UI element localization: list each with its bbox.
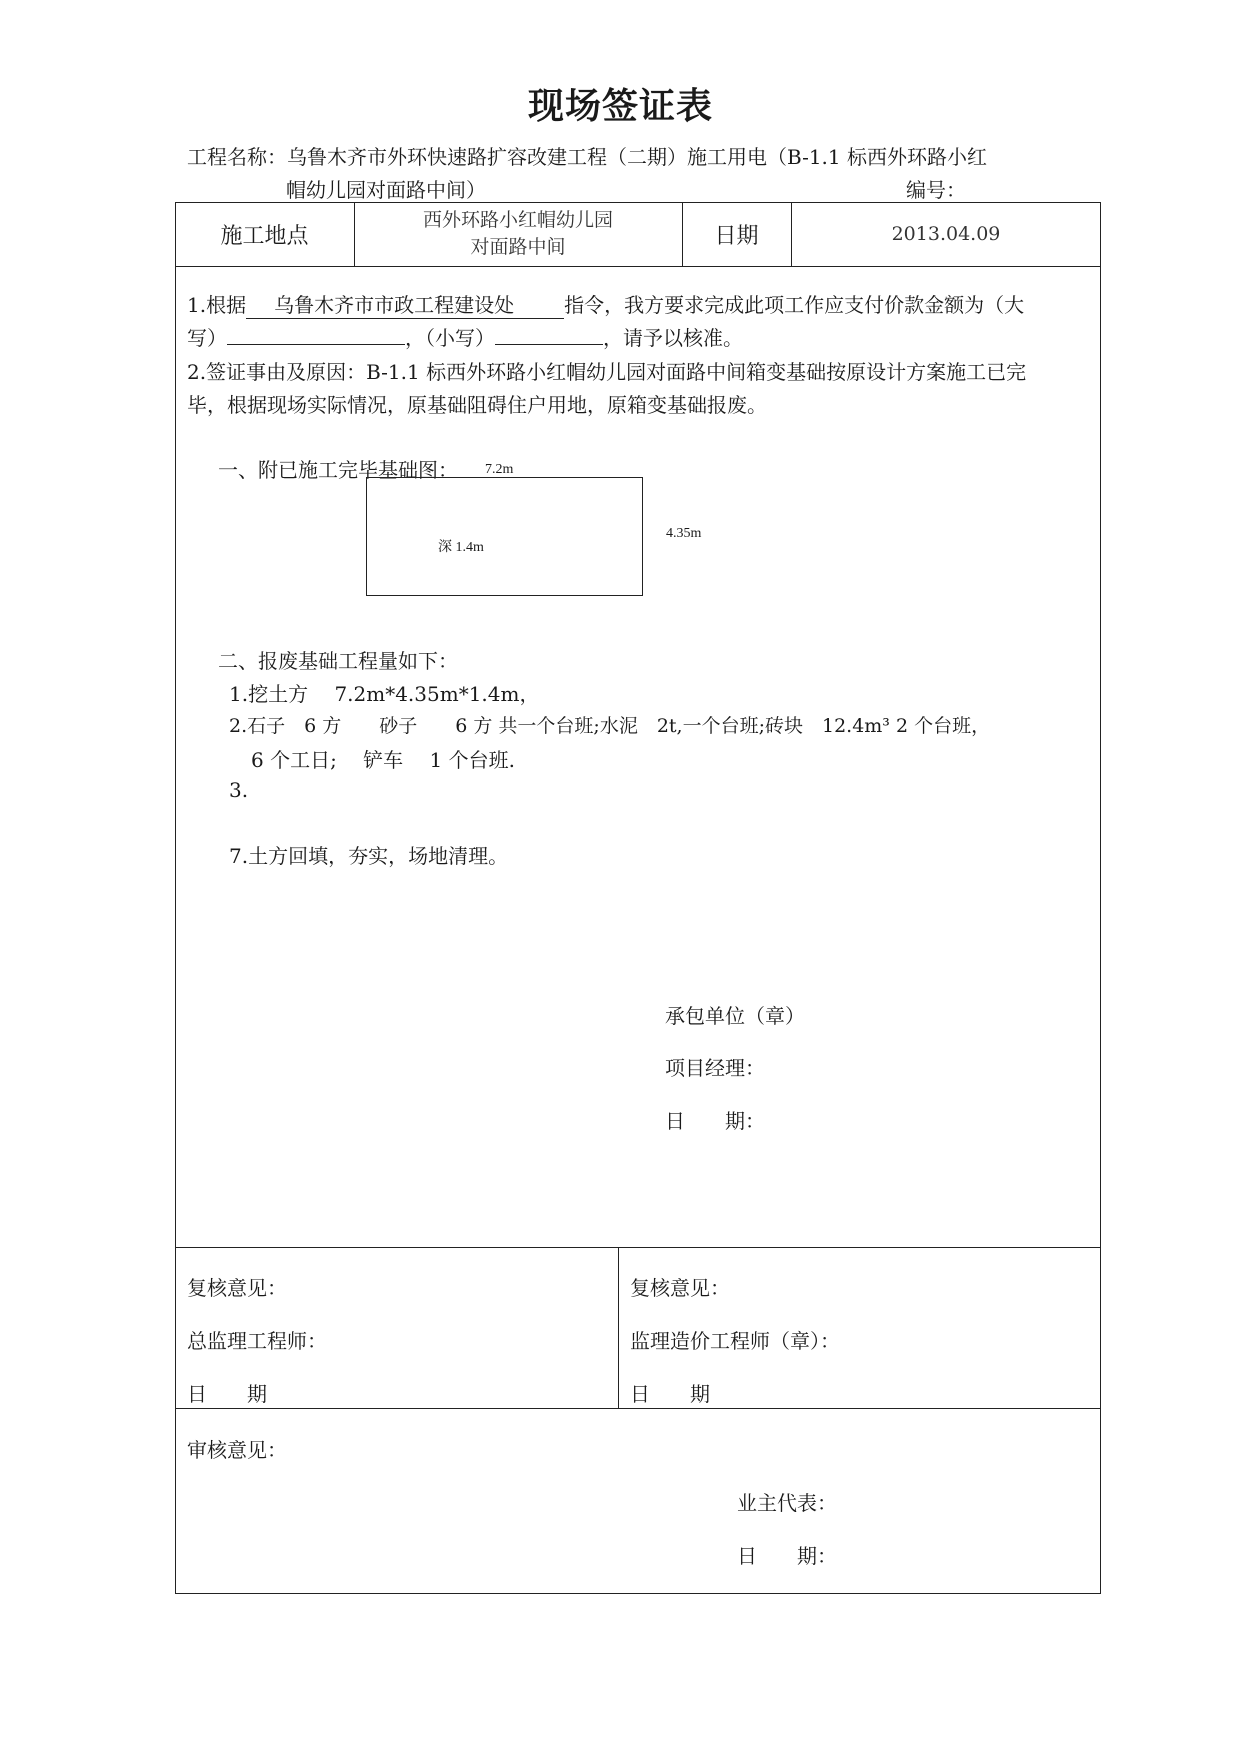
owner-representative: 业主代表： [737, 1491, 837, 1515]
quantity-item-2: 2.石子 6 方 砂子 6 方 共一个台班;水泥 2t,一个台班;砖块 12.4m³ 2 个台班， [229, 715, 991, 737]
section-foundation-diagram: 一、附已施工完毕基础图： [218, 458, 458, 482]
authority-name: 乌鲁木齐市市政工程建设处 [246, 289, 564, 319]
foundation-diagram [366, 477, 643, 596]
audit-date: 日 期： [737, 1544, 837, 1568]
amount-upper-label: 写） [187, 326, 227, 350]
date-label: 日期 [714, 223, 759, 249]
project-label: 工程名称： [187, 145, 287, 169]
review-bottom-divider [175, 1408, 1101, 1409]
location-line2: 对面路中间 [470, 236, 566, 258]
number-label: 编号： [906, 178, 966, 202]
quantity-item-1: 1.挖土方 7.2m*4.35m*1.4m， [229, 682, 540, 706]
reason-line1: 2.签证事由及原因：B-1.1 标西外环路小红帽幼儿园对面路中间箱变基础按原设计方案施工已完 [187, 360, 1027, 384]
amount-upper-blank [227, 324, 405, 345]
date-value: 2013.04.09 [891, 223, 1001, 245]
project-manager: 项目经理： [665, 1056, 765, 1080]
cost-review-date: 日 期 [630, 1382, 710, 1406]
review-col-divider [618, 1247, 619, 1408]
header-row-divider [175, 266, 1101, 267]
chief-review-opinion: 复核意见： [187, 1276, 287, 1300]
diagram-height-label: 4.35m [666, 526, 702, 541]
approval-request: ，请予以核准。 [603, 326, 743, 350]
amount-lower-label: ，（小写） [405, 326, 495, 350]
reason-line2: 毕，根据现场实际情况，原基础阻碍住户用地，原箱变基础报废。 [187, 393, 767, 417]
instruction-line1 [187, 289, 1024, 319]
quantity-item-2-cont: 6 个工日; 铲车 1 个台班. [251, 748, 515, 772]
project-name: 乌鲁木齐市外环快速路扩容改建工程（二期）施工用电（B-1.1 标西外环路小红 [287, 145, 987, 169]
quantity-item-3: 3. [229, 778, 249, 802]
location-line1: 西外环路小红帽幼儿园 [422, 209, 613, 231]
instruction-line2 [187, 322, 743, 351]
instruction-prefix: 1.根据 [187, 293, 247, 317]
section-quantities: 二、报废基础工程量如下： [218, 649, 458, 673]
page-title: 现场签证表 [527, 86, 713, 127]
amount-lower-blank [495, 324, 603, 345]
location-value [354, 202, 682, 266]
diagram-depth-label: 深 1.4m [438, 540, 484, 555]
contractor-date: 日 期： [665, 1109, 765, 1133]
diagram-width-label: 7.2m [485, 462, 514, 477]
instruction-suffix: 指令，我方要求完成此项工作应支付价款金额为（大 [564, 293, 1025, 317]
location-label: 施工地点 [220, 223, 309, 249]
body-bottom-divider [175, 1247, 1101, 1248]
project-name-line2: 帽幼儿园对面路中间） [286, 178, 486, 202]
audit-opinion: 审核意见： [187, 1438, 287, 1462]
chief-review-date: 日 期 [187, 1382, 267, 1406]
quantity-item-7: 7.土方回填，夯实，场地清理。 [229, 844, 509, 868]
contractor-seal: 承包单位（章） [665, 1004, 805, 1028]
chief-supervisor: 总监理工程师： [187, 1329, 327, 1353]
cost-engineer: 监理造价工程师（章）： [630, 1329, 840, 1353]
cost-review-opinion: 复核意见： [630, 1276, 730, 1300]
project-name-line1 [187, 141, 987, 170]
